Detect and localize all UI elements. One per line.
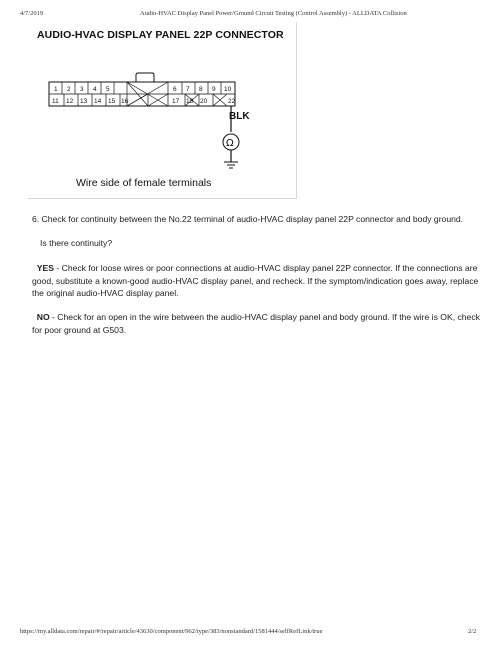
footer-url[interactable]: https://my.alldata.com/repair/#/repair/article/43630/component/962/type/383/nonstandard/1581444/selfRefLink/true: [20, 628, 323, 635]
print-date: 4/7/2019: [20, 10, 44, 17]
no-text: - Check for an open in the wire between the audio-HVAC display panel and body ground. If the wire is OK, check for poor ground at G503.: [32, 312, 480, 335]
yes-label: YES: [36, 263, 54, 273]
pin-2: 2: [67, 86, 71, 93]
pin-4: 4: [93, 86, 97, 93]
pin-22: 22: [228, 98, 236, 105]
yes-paragraph: [32, 262, 487, 300]
pin-9: 9: [212, 86, 216, 93]
connector-diagram: [28, 22, 296, 198]
ohm-symbol-icon: Ω: [226, 138, 234, 149]
pin-18: 18: [186, 98, 194, 105]
pin-8: 8: [199, 86, 203, 93]
pin-5: 5: [106, 86, 110, 93]
no-paragraph: [32, 311, 487, 336]
pin-16: 16: [121, 98, 129, 105]
step-instruction: 6. Check for continuity between the No.22 terminal of audio-HVAC display panel 22P connector and body ground.: [32, 214, 464, 224]
pin-1: 1: [54, 86, 58, 93]
continuity-question: Is there continuity?: [40, 238, 113, 248]
pin-11: 11: [52, 98, 59, 105]
pin-7: 7: [186, 86, 190, 93]
no-label: NO: [36, 312, 50, 322]
pin-17: 17: [172, 98, 180, 105]
figure-title: AUDIO-HVAC DISPLAY PANEL 22P CONNECTOR: [37, 29, 284, 41]
pin-20: 20: [200, 98, 208, 105]
pin-15: 15: [108, 98, 116, 105]
connector-latch: [136, 73, 154, 82]
pin-3: 3: [80, 86, 84, 93]
figure-caption: Wire side of female terminals: [76, 177, 212, 189]
pin-6: 6: [173, 86, 177, 93]
pin-10: 10: [224, 86, 232, 93]
ground-symbol-icon: [224, 162, 238, 168]
pin-14: 14: [94, 98, 102, 105]
wire-color-label: BLK: [229, 111, 250, 122]
yes-text: - Check for loose wires or poor connections at audio-HVAC display panel 22P connector. If the connections are good, substitute a known-good audio-HVAC display panel, and recheck. If the symptom/indication goes away, replace the original audio-HVAC display panel.: [32, 263, 479, 298]
print-page-title: Audio-HVAC Display Panel Power/Ground Circuit Testing (Control Assembly) - ALLDATA Collision: [140, 10, 407, 17]
pin-13: 13: [80, 98, 88, 105]
page-number: 2/2: [468, 628, 477, 635]
connector-figure: [28, 22, 297, 199]
pin-12: 12: [66, 98, 74, 105]
